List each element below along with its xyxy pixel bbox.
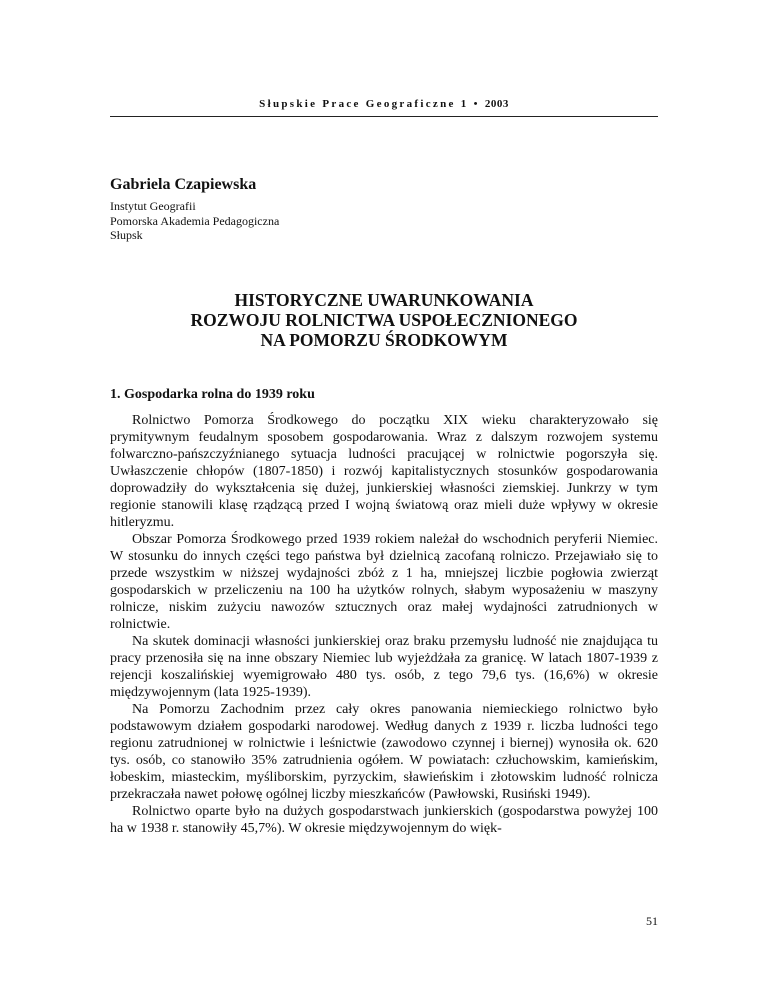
author-name: Gabriela Czapiewska bbox=[110, 176, 257, 193]
bullet-separator: • bbox=[473, 98, 480, 110]
affiliation-line: Pomorska Akademia Pedagogiczna bbox=[110, 213, 280, 228]
journal-year: 2003 bbox=[484, 98, 509, 110]
title-line: HISTORYCZNE UWARUNKOWANIA bbox=[234, 290, 534, 310]
author-affiliation bbox=[110, 199, 279, 243]
body-text bbox=[110, 412, 658, 837]
paragraph: Obszar Pomorza Środkowego przed 1939 rokiem należał do wschodnich peryferii Niemiec. W stosunku do innych części tego państwa był dzielnicą zacofaną rolniczo. Przejawiało się to przede wszystkim w niższej wydajności zbóż z 1 ha, mniejszej liczbie pogłowia zwierząt gospodarskich w przeliczeniu na 100 ha użytków rolnych, słabym wyposażeniu w maszyny rolnicze, niskim zużyciu nawozów sztucznych oraz małej wydajności zatrudnionych w rolnictwie. bbox=[110, 532, 658, 632]
paragraph: Na Pomorzu Zachodnim przez cały okres panowania niemieckiego rolnictwo było podstawowym działem gospodarki narodowej. Według danych z 1939 r. liczba ludności tego regionu zatrudnionej w rolnictwie i leśnictwie (zawodowo czynnej i biernej) wynosiła ok. 620 tys. osób, co stanowiło 35% zatrudnienia ogółem. W powiatach: człuchowskim, kamieńskim, łobeskim, miasteckim, myśliborskim, pyrzyckim, sławieńskim i złotowskim ludność rolnicza przekraczała nawet połowę ogólnej liczby mieszkańców (Pawłowski, Rusiński 1949). bbox=[110, 702, 658, 802]
header-rule bbox=[110, 116, 658, 117]
page-number: 51 bbox=[646, 914, 658, 928]
paragraph: Rolnictwo oparte było na dużych gospodarstwach junkierskich (gospodarstwa powyżej 100 ha w 1938 r. stanowiły 45,7%). W okresie międzywojennym do więk- bbox=[110, 804, 658, 836]
title-line: ROZWOJU ROLNICTWA USPOŁECZNIONEGO bbox=[190, 310, 578, 330]
affiliation-line: Instytut Geografii bbox=[110, 199, 196, 213]
paper-title bbox=[110, 290, 658, 350]
paragraph: Na skutek dominacji własności junkierskiej oraz braku przemysłu ludność nie znajdująca tu pracy przenosiła się na inne obszary Niemiec lub wyjeżdżała za granicę. W latach 1807-1939 z rejencji koszalińskiej wyemigrowało 480 tys. osób, z tego 79,6 tys. (16,6%) w okresie międzywojennym (lata 1925-1939). bbox=[110, 634, 658, 700]
journal-name: Słupskie Prace Geograficzne 1 bbox=[259, 98, 469, 110]
running-header bbox=[110, 98, 658, 110]
title-line: NA POMORZU ŚRODKOWYM bbox=[260, 330, 508, 350]
paragraph: Rolnictwo Pomorza Środkowego do początku XIX wieku charakteryzowało się prymitywnym feudalnym sposobem gospodarowania. Wraz z dalszym rozwojem systemu folwarczno-pańszczyźnianego sytuacja ludności pracującej w rolnictwie pogorszyła się. Uwłaszczenie chłopów (1807-1850) i rozwój kapitalistycznych stosunków gospodarowania doprowadziły do wykształcenia się dużej, junkierskiej własności ziemskiej. Junkrzy w tym regionie stanowili klasę rządzącą przed I wojną światową oraz mieli duże wpływy w okresie hitleryzmu. bbox=[110, 413, 658, 530]
section-heading: 1. Gospodarka rolna do 1939 roku bbox=[110, 387, 315, 402]
affiliation-line: Słupsk bbox=[110, 228, 143, 242]
